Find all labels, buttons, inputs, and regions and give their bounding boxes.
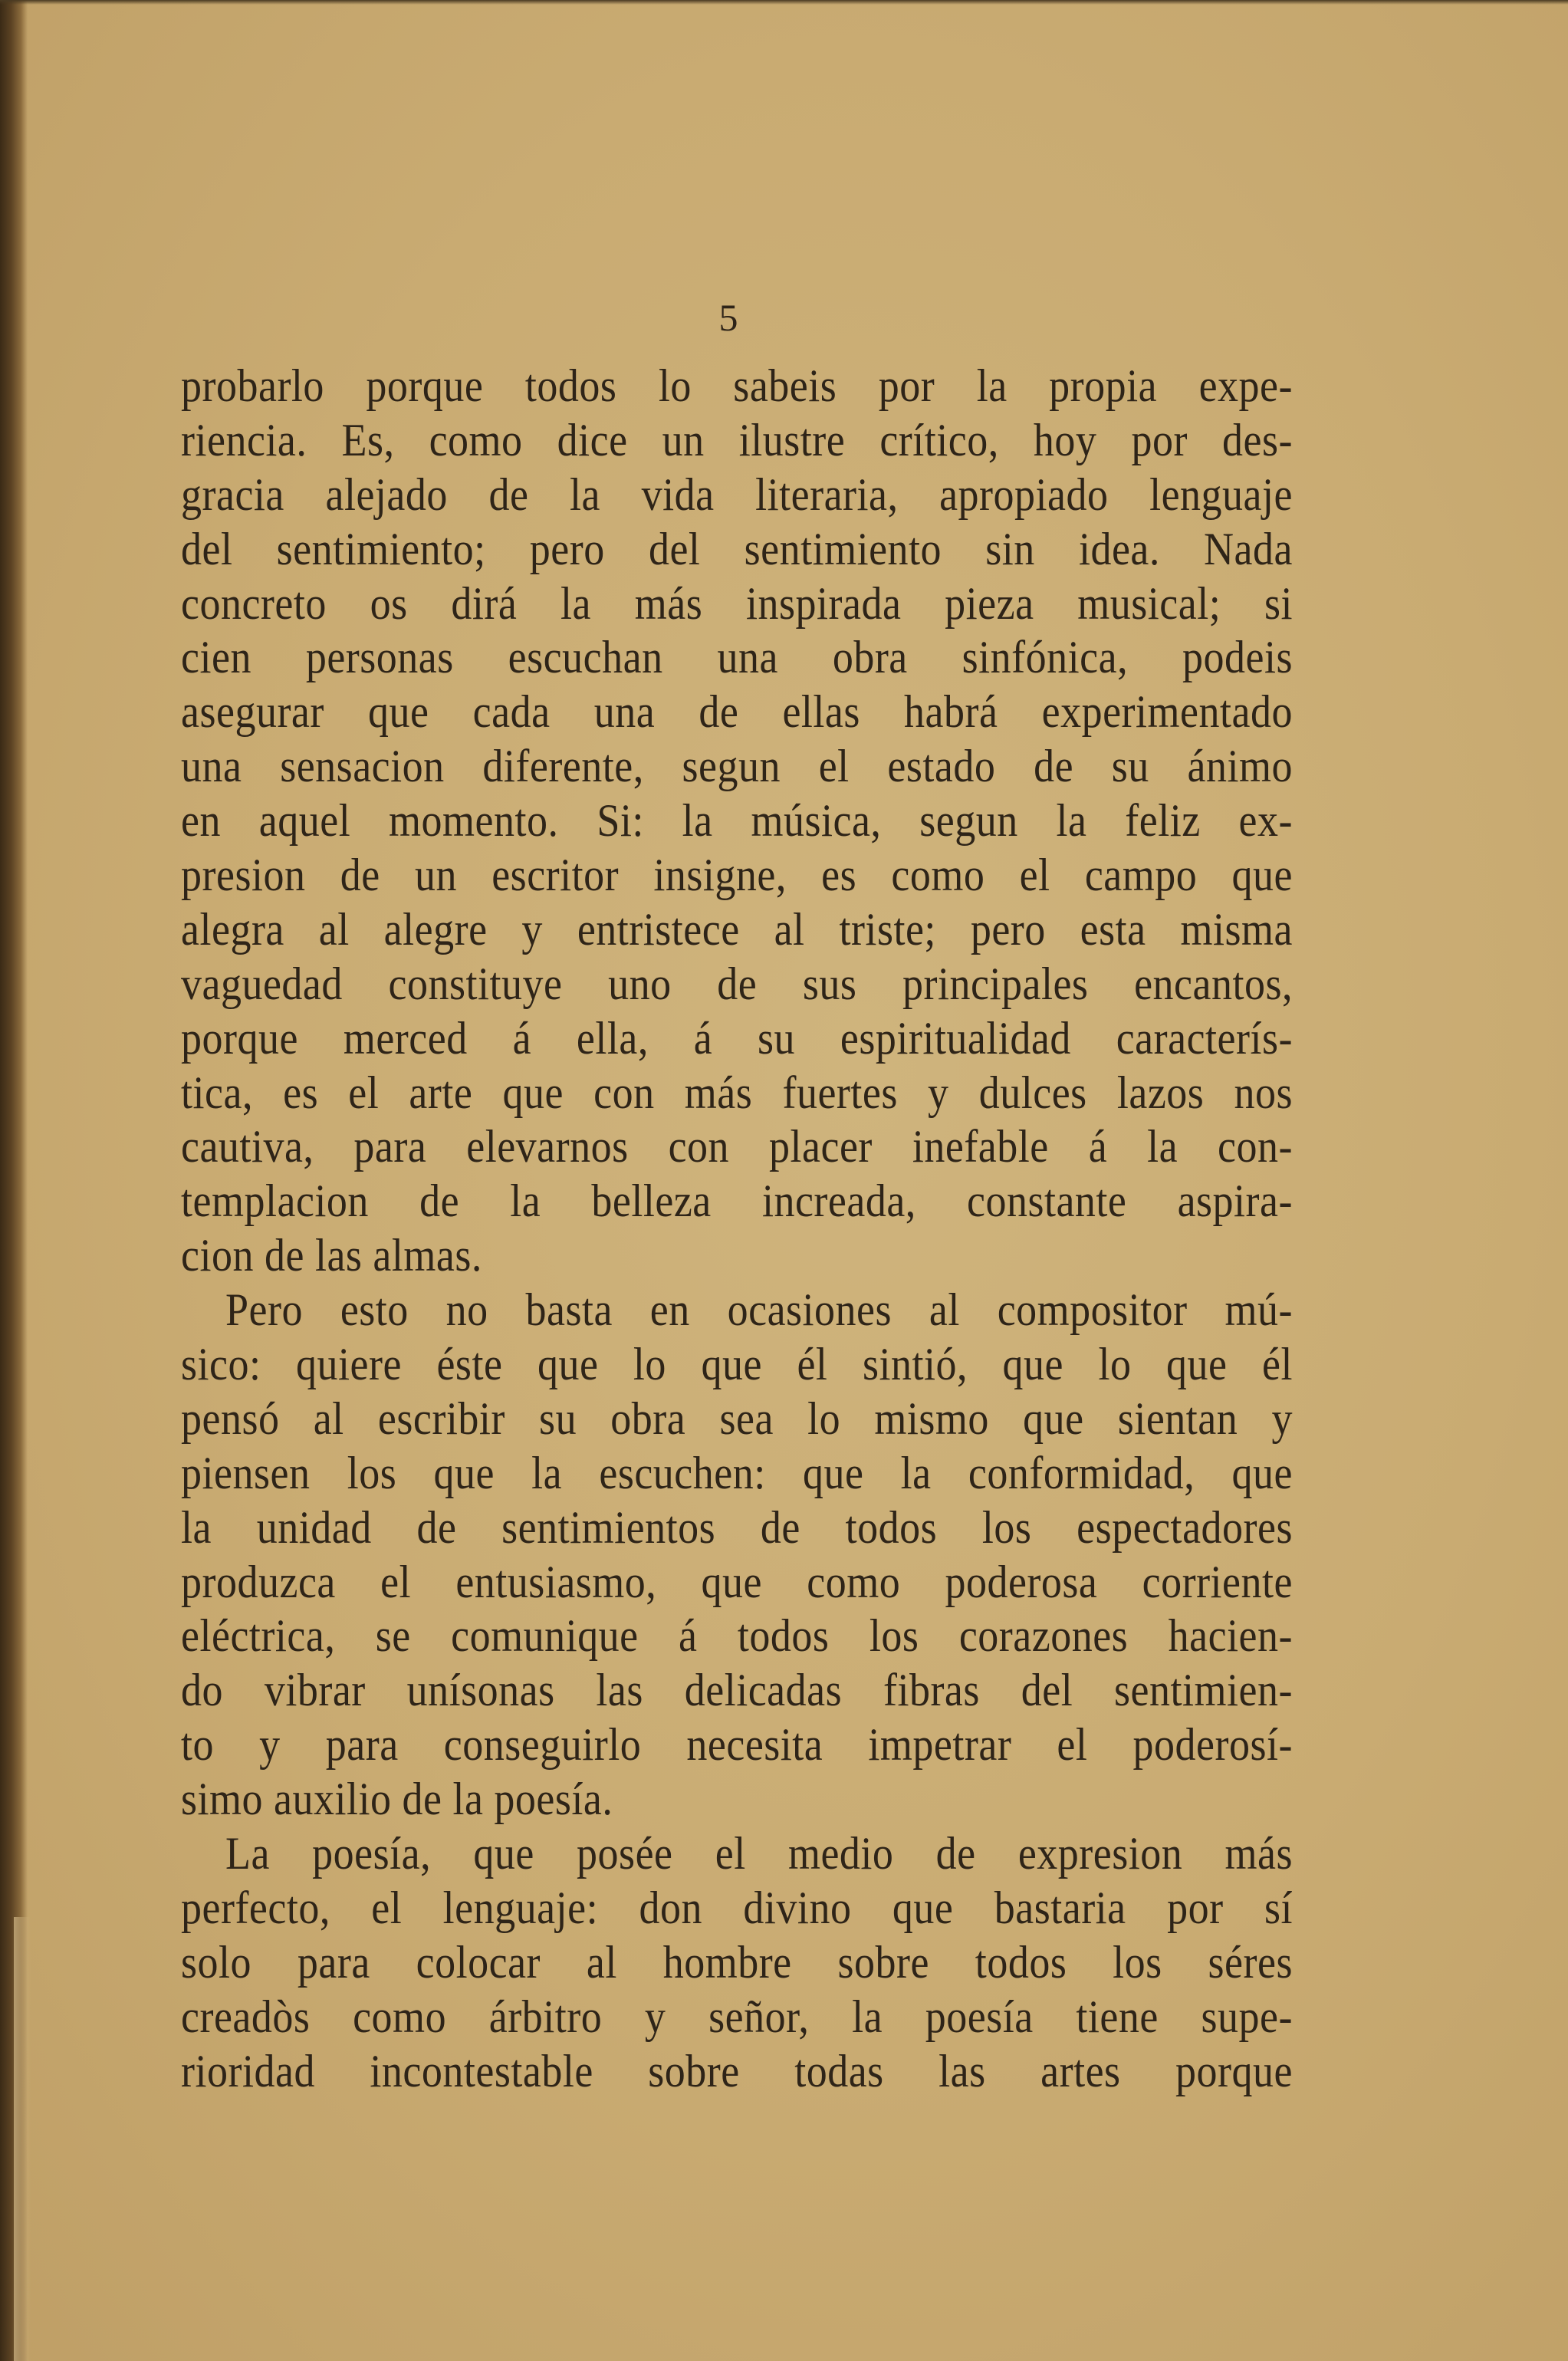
page-edge-highlight <box>14 1917 31 2361</box>
text-line: vaguedad constituye uno de sus principales encantos, <box>181 958 1293 1010</box>
text-line: sico: quiere éste que lo que él sintió, que lo que él <box>181 1338 1293 1390</box>
text-line: asegurar que cada una de ellas habrá experimentado <box>181 686 1293 738</box>
text-line: piensen los que la escuchen: que la conformidad, que <box>181 1447 1293 1499</box>
text-line: tica, es el arte que con más fuertes y dulces lazos nos <box>181 1066 1293 1119</box>
text-line: concreto os dirá la más inspirada pieza musical; si <box>181 577 1293 630</box>
text-line: perfecto, el lenguaje: don divino que bastaria por sí <box>181 1882 1293 1934</box>
text-line: porque merced á ella, á su espiritualidad caracterís- <box>181 1012 1293 1064</box>
paragraph <box>181 359 1293 1283</box>
text-line: alegra al alegre y entristece al triste; pero esta misma <box>181 903 1293 955</box>
text-line: do vibrar unísonas las delicadas fibras del sentimien- <box>181 1664 1293 1716</box>
text-line: Pero esto no basta en ocasiones al compositor mú- <box>225 1284 1293 1336</box>
text-line: probarlo porque todos lo sabeis por la propia expe- <box>181 360 1293 412</box>
paragraph <box>181 1827 1293 2098</box>
text-line: presion de un escritor insigne, es como el campo que <box>181 849 1293 901</box>
text-line: la unidad de sentimientos de todos los espectadores <box>181 1501 1293 1554</box>
text-line: cautiva, para elevarnos con placer inefable á la con- <box>181 1120 1293 1173</box>
text-line: solo para colocar al hombre sobre todos los séres <box>181 1936 1293 1988</box>
text-line: riencia. Es, como dice un ilustre crítico, hoy por des- <box>181 414 1293 466</box>
text-line: simo auxilio de la poesía. <box>181 1773 613 1825</box>
body-text <box>181 359 1293 2099</box>
text-line: una sensacion diferente, segun el estado de su ánimo <box>181 740 1293 792</box>
paragraph <box>181 1283 1293 1827</box>
text-line: del sentimiento; pero del sentimiento sin idea. Nada <box>181 523 1293 575</box>
page-top-edge <box>0 0 1568 5</box>
text-line: produzca el entusiasmo, que como poderosa corriente <box>181 1555 1293 1608</box>
text-line: en aquel momento. Si: la música, segun la feliz ex- <box>181 794 1293 847</box>
text-line: rioridad incontestable sobre todas las artes porque <box>181 2044 1293 2097</box>
text-line: cien personas escuchan una obra sinfónica, podeis <box>181 631 1293 683</box>
text-line: templacion de la belleza increada, constante aspira- <box>181 1175 1293 1227</box>
text-line: gracia alejado de la vida literaria, apropiado lenguaje <box>181 469 1293 521</box>
page-number: 5 <box>718 296 738 339</box>
text-line: eléctrica, se comunique á todos los corazones hacien- <box>181 1610 1293 1662</box>
text-line: to y para conseguirlo necesita impetrar el poderosí- <box>181 1718 1293 1771</box>
text-line: cion de las almas. <box>181 1229 482 1281</box>
text-line: La poesía, que posée el medio de expresion más <box>225 1827 1293 1879</box>
text-line: pensó al escribir su obra sea lo mismo que sientan y <box>181 1393 1293 1445</box>
text-line: creadòs como árbitro y señor, la poesía tiene supe- <box>181 1991 1293 2043</box>
